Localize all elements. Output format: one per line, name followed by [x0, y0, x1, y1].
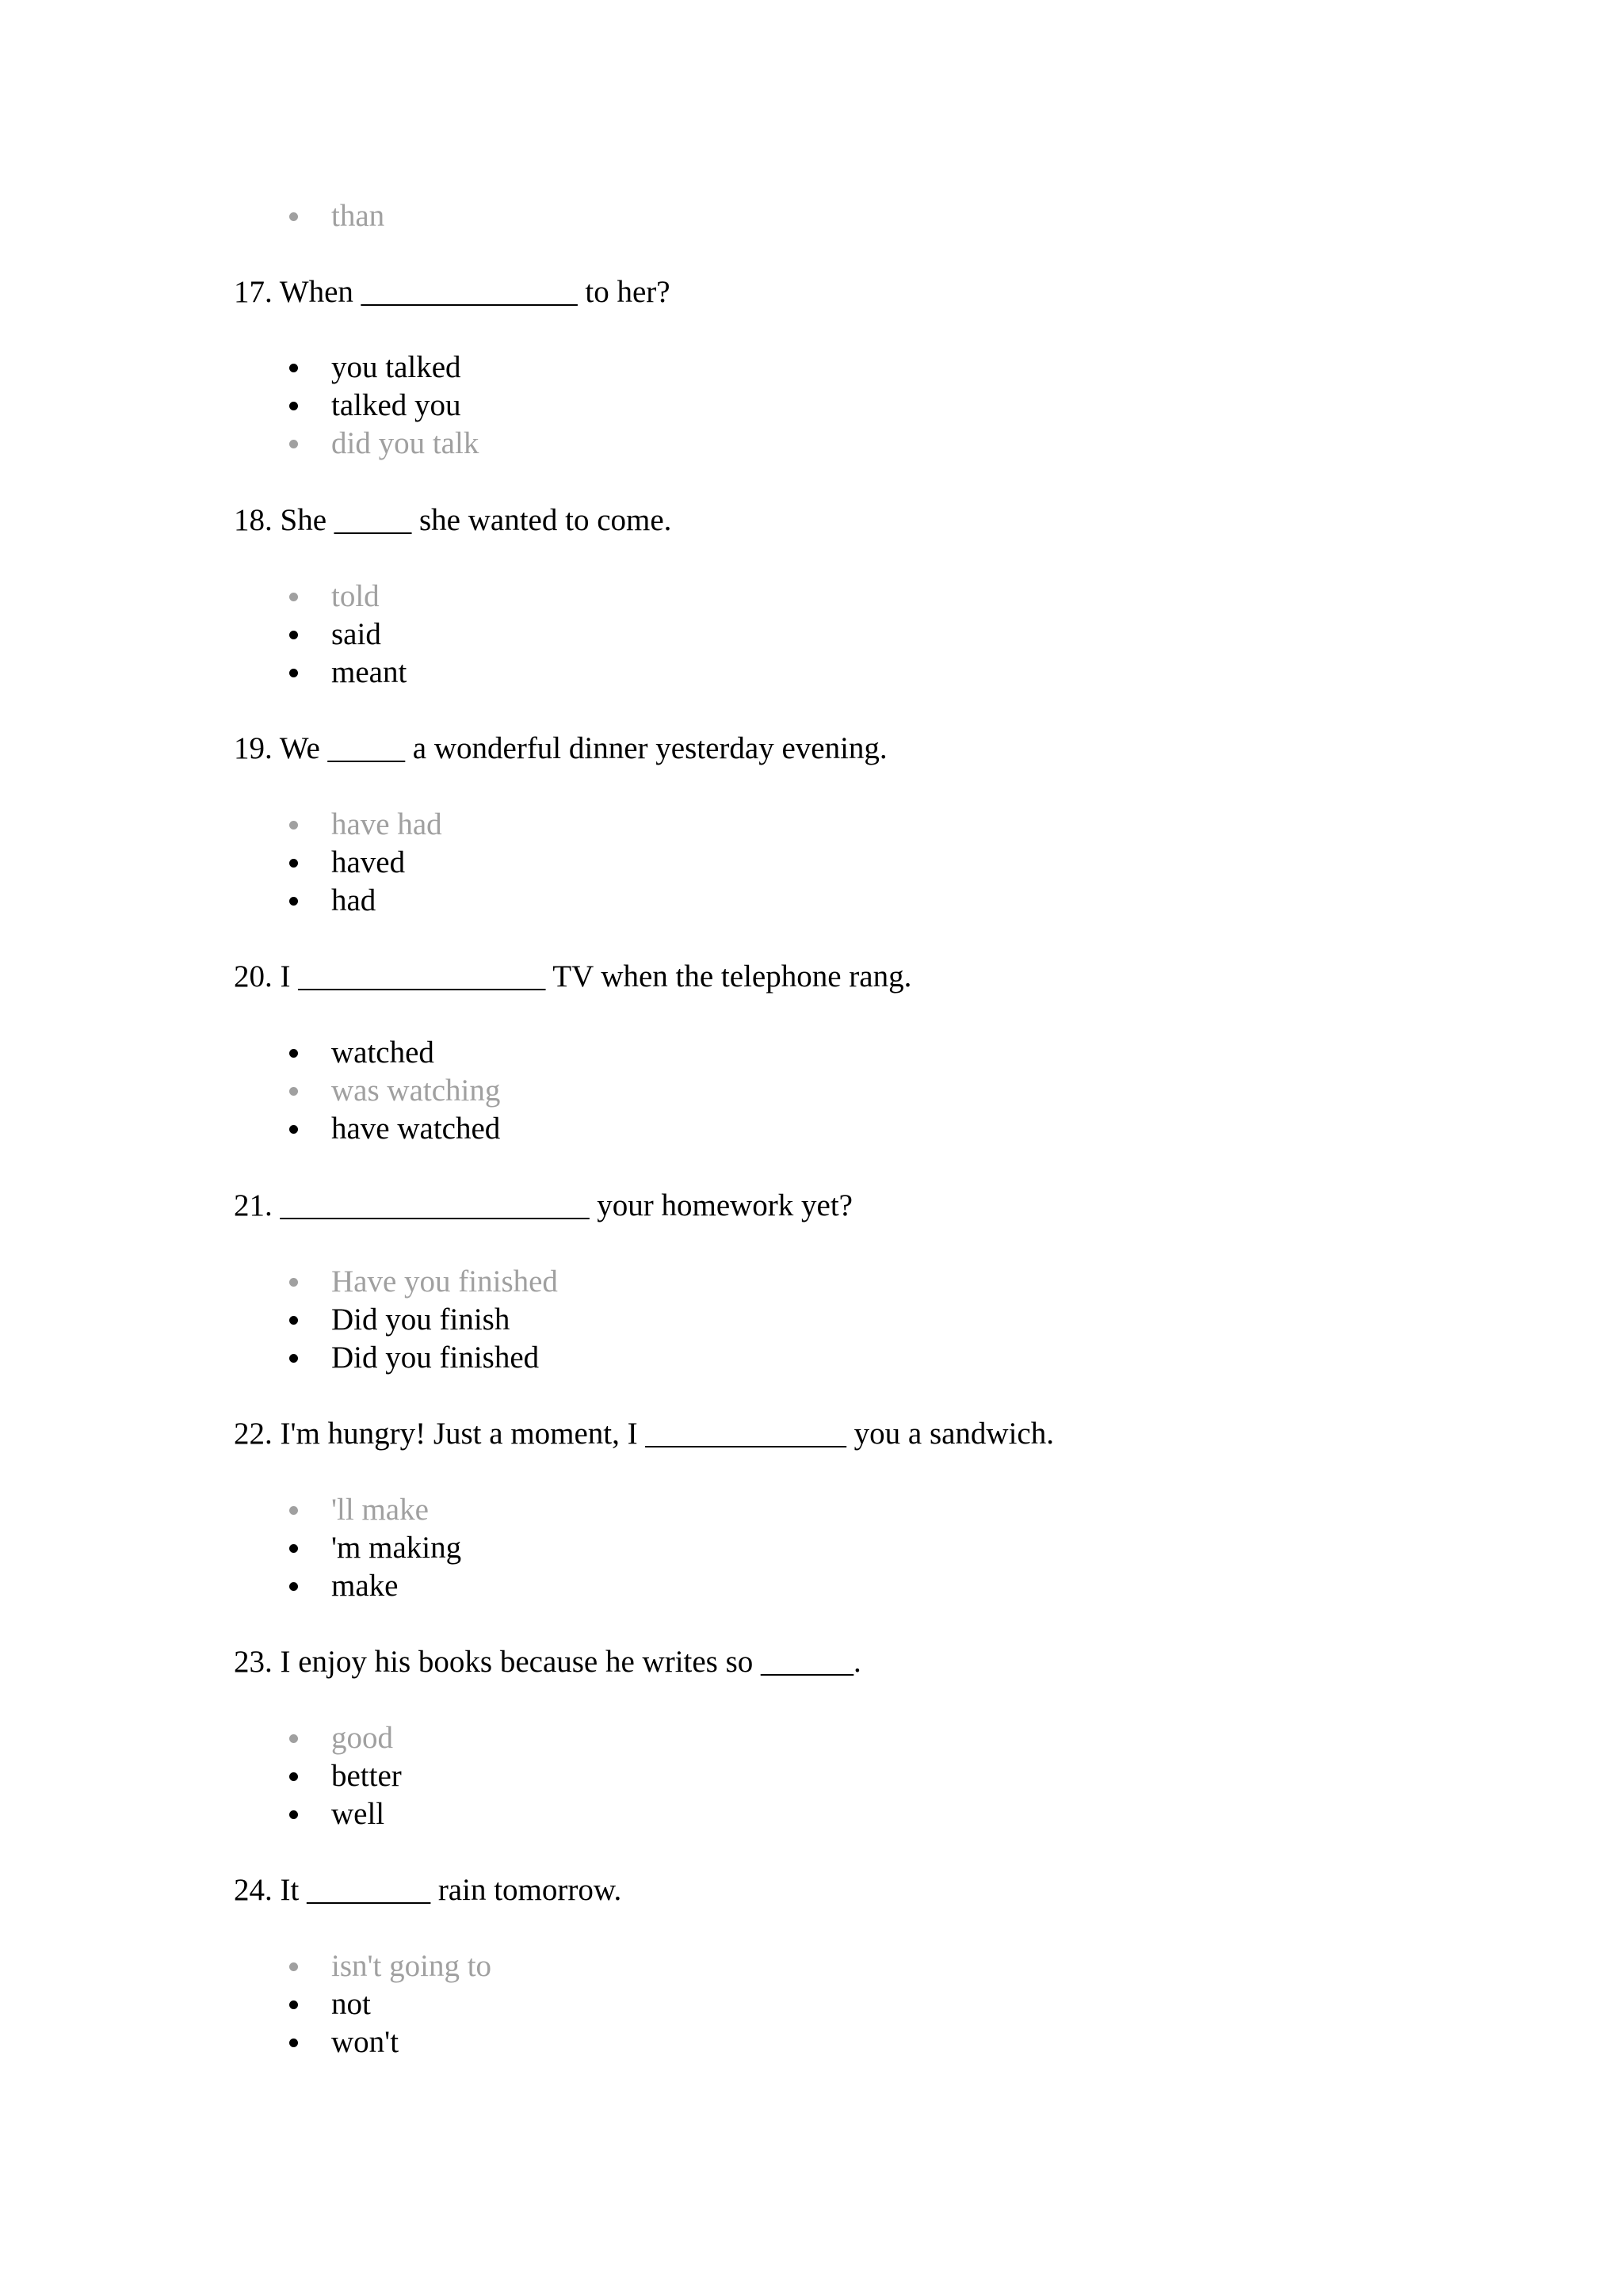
bullet-icon [289, 654, 299, 692]
bullet-icon [289, 1947, 299, 1985]
answer-option [331, 1757, 402, 1795]
question-text: 24. It ________ rain tomorrow. [234, 1873, 622, 1907]
option-label: said [331, 617, 381, 651]
option-label: 'm making [331, 1531, 462, 1565]
question-text: 21. ____________________ your homework yet? [234, 1188, 853, 1222]
bullet-icon [289, 616, 299, 654]
question-text: 18. She _____ she wanted to come. [234, 503, 672, 537]
bullet-icon [289, 1719, 299, 1757]
answer-option-highlighted [331, 1072, 500, 1110]
question-text: 19. We _____ a wonderful dinner yesterday evening. [234, 731, 888, 765]
bullet-icon [289, 349, 299, 387]
answer-option [331, 1339, 539, 1377]
answer-option [331, 387, 461, 425]
bullet-icon [289, 1795, 299, 1833]
answer-option [331, 2023, 399, 2061]
option-label: make [331, 1569, 399, 1603]
answer-option-highlighted [331, 1263, 558, 1301]
bullet-icon [289, 1263, 299, 1301]
bullet-icon [289, 806, 299, 844]
option-label: than [331, 199, 385, 233]
option-label: talked you [331, 388, 461, 422]
answer-option [331, 882, 376, 920]
bullet-icon [289, 1072, 299, 1110]
option-label: had [331, 883, 376, 917]
answer-option-highlighted [331, 1719, 393, 1757]
bullet-icon [289, 1985, 299, 2023]
answer-option [331, 1529, 461, 1567]
bullet-icon [289, 2023, 299, 2061]
option-label: have had [331, 807, 442, 841]
bullet-icon [289, 1491, 299, 1529]
answer-option-highlighted [331, 578, 380, 616]
bullet-icon [289, 387, 299, 425]
option-label: 'll make [331, 1493, 429, 1527]
bullet-icon [289, 1529, 299, 1567]
bullet-icon [289, 1301, 299, 1339]
answer-option-highlighted [331, 806, 442, 844]
answer-option [331, 1567, 398, 1605]
answer-option [331, 349, 461, 387]
option-label: was watching [331, 1074, 501, 1108]
option-label: Have you finished [331, 1264, 558, 1299]
option-label: well [331, 1797, 385, 1831]
question-text: 22. I'm hungry! Just a moment, I _____________ you a sandwich. [234, 1417, 1054, 1451]
bullet-icon [289, 1110, 299, 1148]
bullet-icon [289, 1339, 299, 1377]
option-label: watched [331, 1035, 434, 1070]
answer-option-highlighted [331, 1491, 429, 1529]
option-label: told [331, 579, 380, 613]
option-label: good [331, 1721, 393, 1755]
bullet-icon [289, 882, 299, 920]
answer-option [331, 654, 407, 692]
answer-option-highlighted [331, 425, 479, 463]
option-label: won't [331, 2025, 399, 2059]
bullet-icon [289, 1034, 299, 1072]
answer-option [331, 1985, 371, 2023]
option-label: you talked [331, 350, 461, 384]
bullet-icon [289, 578, 299, 616]
answer-option [331, 616, 381, 654]
answer-option [331, 1795, 384, 1833]
answer-option-highlighted [331, 1947, 491, 1985]
option-label: meant [331, 655, 407, 689]
bullet-icon [289, 844, 299, 882]
answer-option-highlighted [331, 197, 384, 235]
answer-option [331, 1110, 500, 1148]
option-label: Did you finished [331, 1341, 540, 1375]
bullet-icon [289, 1757, 299, 1795]
bullet-icon [289, 197, 299, 235]
option-label: Did you finish [331, 1302, 510, 1337]
option-label: better [331, 1759, 402, 1793]
answer-option [331, 1034, 434, 1072]
question-text: 17. When ______________ to her? [234, 275, 670, 309]
option-label: have watched [331, 1112, 501, 1146]
option-label: isn't going to [331, 1949, 492, 1983]
question-text: 23. I enjoy his books because he writes so ______. [234, 1645, 861, 1679]
bullet-icon [289, 425, 299, 463]
option-label: haved [331, 845, 406, 879]
question-text: 20. I ________________ TV when the telephone rang. [234, 959, 912, 994]
answer-option [331, 1301, 510, 1339]
option-label: did you talk [331, 426, 479, 460]
answer-option [331, 844, 405, 882]
bullet-icon [289, 1567, 299, 1605]
option-label: not [331, 1987, 371, 2021]
